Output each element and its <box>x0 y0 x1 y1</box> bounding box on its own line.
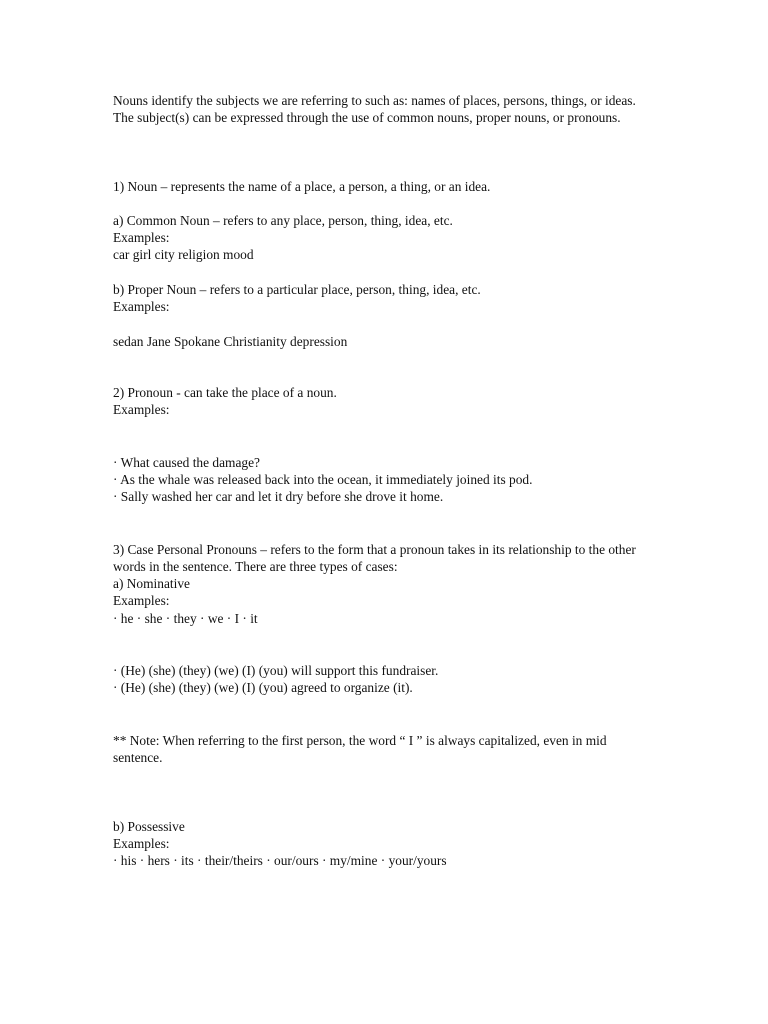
pronoun-heading: 2) Pronoun - can take the place of a noun. <box>113 385 337 400</box>
possessive-heading: b) Possessive <box>113 819 185 834</box>
pronoun-example-item: · Sally washed her car and let it dry before she drove it home. <box>113 489 444 504</box>
common-noun-examples: car girl city religion mood <box>113 247 254 262</box>
common-noun-heading: a) Common Noun – refers to any place, person, thing, idea, etc. <box>113 213 453 228</box>
nominative-sentence: · (He) (she) (they) (we) (I) (you) will support this fundraiser. <box>113 663 439 678</box>
proper-noun-examples-label: Examples: <box>113 299 170 314</box>
pronoun-examples-label: Examples: <box>113 402 170 417</box>
nominative-list: · he · she · they · we · I · it <box>113 611 258 626</box>
pronoun-example-item: · What caused the damage? <box>113 455 260 470</box>
case-heading-block <box>113 541 643 575</box>
noun-heading: 1) Noun – represents the name of a place, a person, a thing, or an idea. <box>113 179 491 194</box>
proper-noun-examples: sedan Jane Spokane Christianity depression <box>113 334 348 349</box>
common-noun-examples-label: Examples: <box>113 230 170 245</box>
note-block <box>113 732 643 766</box>
nominative-examples-label: Examples: <box>113 593 170 608</box>
possessive-examples-label: Examples: <box>113 836 170 851</box>
proper-noun-heading: b) Proper Noun – refers to a particular place, person, thing, idea, etc. <box>113 282 481 297</box>
possessive-list: · his · hers · its · their/theirs · our/ours · my/mine · your/yours <box>113 853 447 868</box>
nominative-sentence: · (He) (she) (they) (we) (I) (you) agreed to organize (it). <box>113 680 413 695</box>
case-heading: 3) Case Personal Pronouns – refers to the form that a pronoun takes in its relationship to the other words in the sentence. There are three types of cases: <box>113 542 636 575</box>
pronoun-example-item: · As the whale was released back into the ocean, it immediately joined its pod. <box>113 472 533 487</box>
intro-text: Nouns identify the subjects we are referring to such as: names of places, persons, things, or ideas. The subject(s) can be expressed through the use of common nouns, proper nouns, or pronouns. <box>113 93 636 126</box>
nominative-heading: a) Nominative <box>113 576 190 591</box>
intro-paragraph <box>113 92 643 126</box>
note-text: ** Note: When referring to the first person, the word “ I ” is always capitalized, even in mid sentence. <box>113 733 607 766</box>
